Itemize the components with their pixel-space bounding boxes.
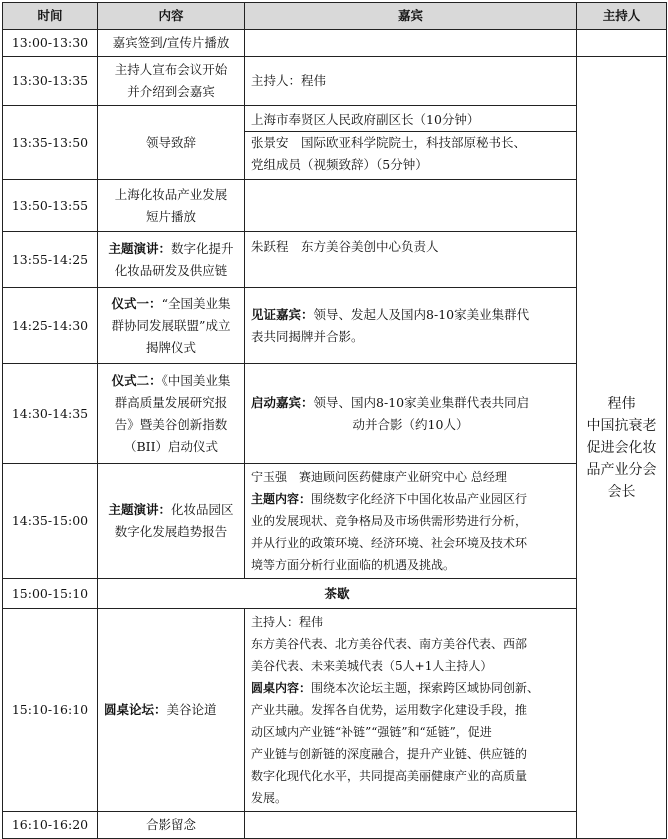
table-row xyxy=(3,232,667,288)
content-label: 圆桌论坛： xyxy=(104,702,167,717)
header-time: 时间 xyxy=(3,3,98,30)
guest-cell xyxy=(245,464,577,579)
content-line: 数字化提升 xyxy=(171,240,234,256)
guest-cell: 朱跃程 东方美谷美创中心负责人 xyxy=(245,232,577,288)
guest-line: 发展。 xyxy=(251,791,288,805)
guest-subcell xyxy=(245,131,576,176)
table-row xyxy=(3,812,667,839)
content-line: 群协同发展联盟”成立 xyxy=(111,317,231,333)
guest-line: 表共同揭牌并合影。 xyxy=(251,328,364,344)
table-row xyxy=(3,106,667,180)
time-cell: 14:25-14:30 xyxy=(3,288,98,364)
guest-cell xyxy=(245,609,577,812)
guest-line: 境等方面分析行业面临的机遇及挑战。 xyxy=(251,558,456,572)
content-cell: 嘉宾签到/宣传片播放 xyxy=(98,30,245,57)
guest-label: 圆桌内容： xyxy=(251,681,312,695)
content-cell xyxy=(98,232,245,288)
host-cell xyxy=(577,57,667,839)
content-cell xyxy=(98,288,245,364)
guest-line: 领导、发起人及国内8-10家美业集群代 xyxy=(313,306,530,322)
host-line: 中国抗衰老 xyxy=(586,417,657,434)
guest-cell xyxy=(245,812,577,839)
time-cell: 13:30-13:35 xyxy=(3,57,98,106)
host-line: 品产业分会 xyxy=(586,461,657,478)
content-cell xyxy=(98,57,245,106)
table-row xyxy=(3,30,667,57)
content-line: 《中国美业集 xyxy=(161,372,231,388)
break-cell: 茶歇 xyxy=(98,579,577,609)
host-line: 促进会化妆 xyxy=(586,439,657,456)
content-text: 美谷论道 xyxy=(166,702,217,717)
table-row xyxy=(3,464,667,579)
guest-line: 并从行业的政策环境、经济环境、社会环境及技术环 xyxy=(251,536,528,550)
time-cell: 14:30-14:35 xyxy=(3,364,98,464)
content-line: 化妆品研发及供应链 xyxy=(114,262,228,278)
guest-line: 动并合影（约10人） xyxy=(352,416,469,432)
content-line: 短片播放 xyxy=(145,208,196,224)
content-label: 主题演讲： xyxy=(108,502,171,517)
content-line: “全国美业集 xyxy=(161,295,231,311)
guest-line: 主持人：程伟 xyxy=(251,615,324,629)
guest-line: 动区域内产业链“补链”“强链”和“延链”，促进 xyxy=(251,725,492,739)
guest-line: 领导、国内8-10家美业集群代表共同启 xyxy=(313,394,530,410)
guest-line: 数字化现代化水平，共同提高美丽健康产业的高质量 xyxy=(251,769,528,783)
table-row xyxy=(3,364,667,464)
table-row xyxy=(3,609,667,812)
content-cell xyxy=(98,180,245,232)
guest-cell xyxy=(245,288,577,364)
content-label: 仪式二： xyxy=(111,372,162,388)
guest-cell xyxy=(245,106,577,180)
guest-line: 党组成员（视频致辞）（5分钟） xyxy=(251,157,428,172)
guest-line: 业的发展现状、竞争格局及市场供需形势进行分析， xyxy=(251,514,528,528)
content-line: 主持人宣布会议开始 xyxy=(114,62,228,77)
time-cell: 14:35-15:00 xyxy=(3,464,98,579)
content-cell xyxy=(98,609,245,812)
guest-line: 产业共融。发挥各自优势，运用数字化建设手段，推 xyxy=(251,703,528,717)
guest-cell: 主持人：程伟 xyxy=(245,57,577,106)
guest-cell xyxy=(245,30,577,57)
content-line: 并介绍到会嘉宾 xyxy=(127,84,215,99)
content-line: 化妆品园区 xyxy=(171,502,234,517)
content-line: 上海化妆品产业发展 xyxy=(114,186,228,202)
host-line: 程伟 xyxy=(607,395,636,412)
time-cell: 13:00-13:30 xyxy=(3,30,98,57)
time-cell: 15:10-16:10 xyxy=(3,609,98,812)
guest-label: 启动嘉宾： xyxy=(251,394,314,410)
content-line: （BII）启动仪式 xyxy=(123,438,219,454)
guest-label: 见证嘉宾： xyxy=(251,306,314,322)
header-host: 主持人 xyxy=(577,3,667,30)
header-row xyxy=(3,3,667,30)
content-label: 主题演讲： xyxy=(108,240,171,256)
guest-label: 主题内容： xyxy=(251,492,312,506)
guest-cell xyxy=(245,180,577,232)
header-guest: 嘉宾 xyxy=(245,3,577,30)
table-row xyxy=(3,579,667,609)
table-row xyxy=(3,180,667,232)
guest-line: 东方美谷代表、北方美谷代表、南方美谷代表、西部 xyxy=(251,637,528,651)
content-cell xyxy=(98,464,245,579)
guest-cell xyxy=(245,364,577,464)
guest-line: 产业链与创新链的深度融合，提升产业链、供应链的 xyxy=(251,747,528,761)
guest-line: 张景安 国际欧亚科学院院士，科技部原秘书长、 xyxy=(251,135,527,150)
content-cell xyxy=(98,364,245,464)
content-label: 仪式一： xyxy=(111,295,162,311)
guest-line: 宁玉强 赛迪顾问医药健康产业研究中心 总经理 xyxy=(251,470,507,484)
guest-line: 围绕本次论坛主题，探索跨区域协同创新、 xyxy=(311,681,540,695)
content-line: 揭牌仪式 xyxy=(145,339,196,355)
time-cell: 13:50-13:55 xyxy=(3,180,98,232)
content-line: 群高质量发展研究报 xyxy=(114,394,228,410)
host-cell-empty xyxy=(577,30,667,57)
time-cell: 15:00-15:10 xyxy=(3,579,98,609)
table-row xyxy=(3,57,667,106)
header-content: 内容 xyxy=(98,3,245,30)
content-cell: 领导致辞 xyxy=(98,106,245,180)
host-line: 会长 xyxy=(607,483,636,500)
content-line: 数字化发展趋势报告 xyxy=(114,524,228,539)
agenda-table xyxy=(2,2,667,839)
guest-line: 美谷代表、未来美城代表（5人+1人主持人） xyxy=(251,659,493,673)
table-row xyxy=(3,288,667,364)
time-cell: 13:35-13:50 xyxy=(3,106,98,180)
time-cell: 13:55-14:25 xyxy=(3,232,98,288)
guest-line: 上海市奉贤区人民政府副区长（10分钟） xyxy=(251,112,480,127)
guest-line: 围绕数字化经济下中国化妆品产业园区行 xyxy=(311,492,528,506)
content-line: 告》暨美谷创新指数 xyxy=(114,416,228,432)
time-cell: 16:10-16:20 xyxy=(3,812,98,839)
content-cell: 合影留念 xyxy=(98,812,245,839)
